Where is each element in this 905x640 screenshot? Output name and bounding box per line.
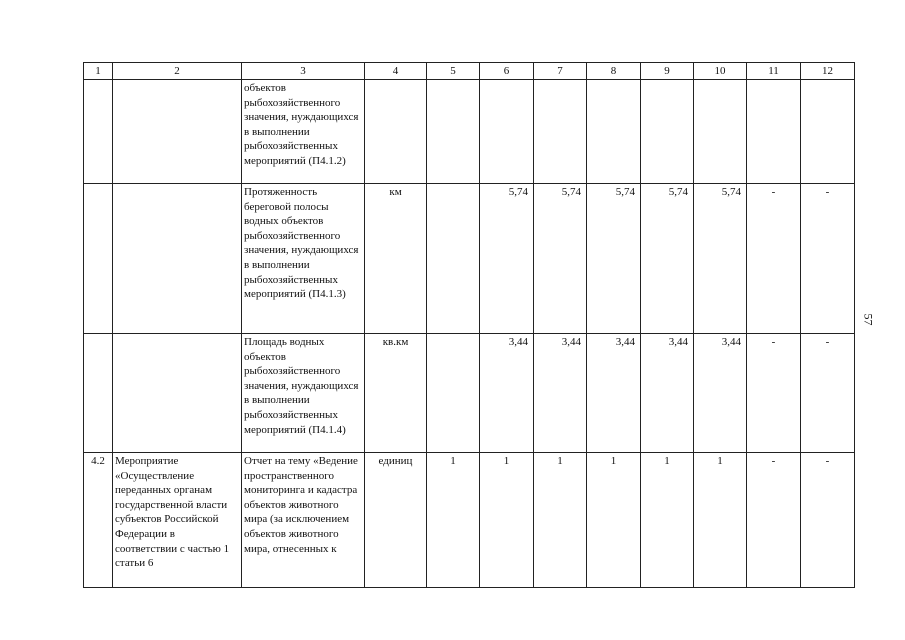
- value-cell: 5,74: [534, 184, 587, 334]
- value-cell: [801, 80, 855, 184]
- header-cell: 4: [365, 63, 427, 80]
- unit-cell: кв.км: [365, 334, 427, 453]
- table-row: [84, 184, 855, 334]
- program-table: [83, 62, 855, 588]
- value-cell: 3,44: [587, 334, 641, 453]
- value-cell: [694, 80, 747, 184]
- header-cell: 12: [801, 63, 855, 80]
- header-cell: 6: [480, 63, 534, 80]
- value-cell: [587, 80, 641, 184]
- table-row: [84, 453, 855, 588]
- header-cell: 9: [641, 63, 694, 80]
- indicator-cell: Отчет на тему «Ведение пространственного мониторинга и кадастра объектов животного мира (за исключением объектов животного мира, отнесенных к: [242, 453, 365, 588]
- row-number-cell: [84, 334, 113, 453]
- value-cell: -: [801, 184, 855, 334]
- column-number-row: [84, 63, 855, 80]
- value-cell: 3,44: [480, 334, 534, 453]
- page-number: 57: [861, 313, 876, 326]
- unit-cell: единиц: [365, 453, 427, 588]
- indicator-cell: Площадь водных объектов рыбохозяйственного значения, нуждающихся в выполнении рыбохозяйственных мероприятий (П4.1.4): [242, 334, 365, 453]
- unit-cell: км: [365, 184, 427, 334]
- value-cell: 1: [480, 453, 534, 588]
- value-cell: [641, 80, 694, 184]
- indicator-cell: Протяженность береговой полосы водных объектов рыбохозяйственного значения, нуждающихся в выполнении рыбохозяйственных мероприятий (П4.1.3): [242, 184, 365, 334]
- value-cell: 3,44: [694, 334, 747, 453]
- value-cell: 5,74: [480, 184, 534, 334]
- header-cell: 3: [242, 63, 365, 80]
- indicator-cell: объектов рыбохозяйственного значения, нуждающихся в выполнении рыбохозяйственных мероприятий (П4.1.2): [242, 80, 365, 184]
- value-cell: 3,44: [641, 334, 694, 453]
- header-cell: 7: [534, 63, 587, 80]
- header-cell: 2: [113, 63, 242, 80]
- row-number-cell: [84, 80, 113, 184]
- value-cell: -: [801, 334, 855, 453]
- row-number-cell: 4.2: [84, 453, 113, 588]
- value-cell: [427, 80, 480, 184]
- row-number-cell: [84, 184, 113, 334]
- activity-cell: [113, 334, 242, 453]
- header-cell: 5: [427, 63, 480, 80]
- header-cell: 11: [747, 63, 801, 80]
- value-cell: 5,74: [641, 184, 694, 334]
- value-cell: [427, 334, 480, 453]
- header-cell: 10: [694, 63, 747, 80]
- value-cell: [427, 184, 480, 334]
- value-cell: 3,44: [534, 334, 587, 453]
- value-cell: -: [801, 453, 855, 588]
- value-cell: 5,74: [587, 184, 641, 334]
- value-cell: -: [747, 184, 801, 334]
- value-cell: 1: [587, 453, 641, 588]
- value-cell: [480, 80, 534, 184]
- value-cell: 1: [641, 453, 694, 588]
- table-row: [84, 80, 855, 184]
- activity-cell: [113, 184, 242, 334]
- value-cell: [747, 80, 801, 184]
- header-cell: 1: [84, 63, 113, 80]
- value-cell: 1: [534, 453, 587, 588]
- header-cell: 8: [587, 63, 641, 80]
- table-row: [84, 334, 855, 453]
- activity-cell: [113, 80, 242, 184]
- unit-cell: [365, 80, 427, 184]
- value-cell: -: [747, 453, 801, 588]
- value-cell: 1: [427, 453, 480, 588]
- value-cell: 5,74: [694, 184, 747, 334]
- value-cell: -: [747, 334, 801, 453]
- value-cell: [534, 80, 587, 184]
- value-cell: 1: [694, 453, 747, 588]
- activity-cell: Мероприятие «Осуществление переданных органам государственной власти субъектов Российской Федерации в соответствии с частью 1 статьи 6: [113, 453, 242, 588]
